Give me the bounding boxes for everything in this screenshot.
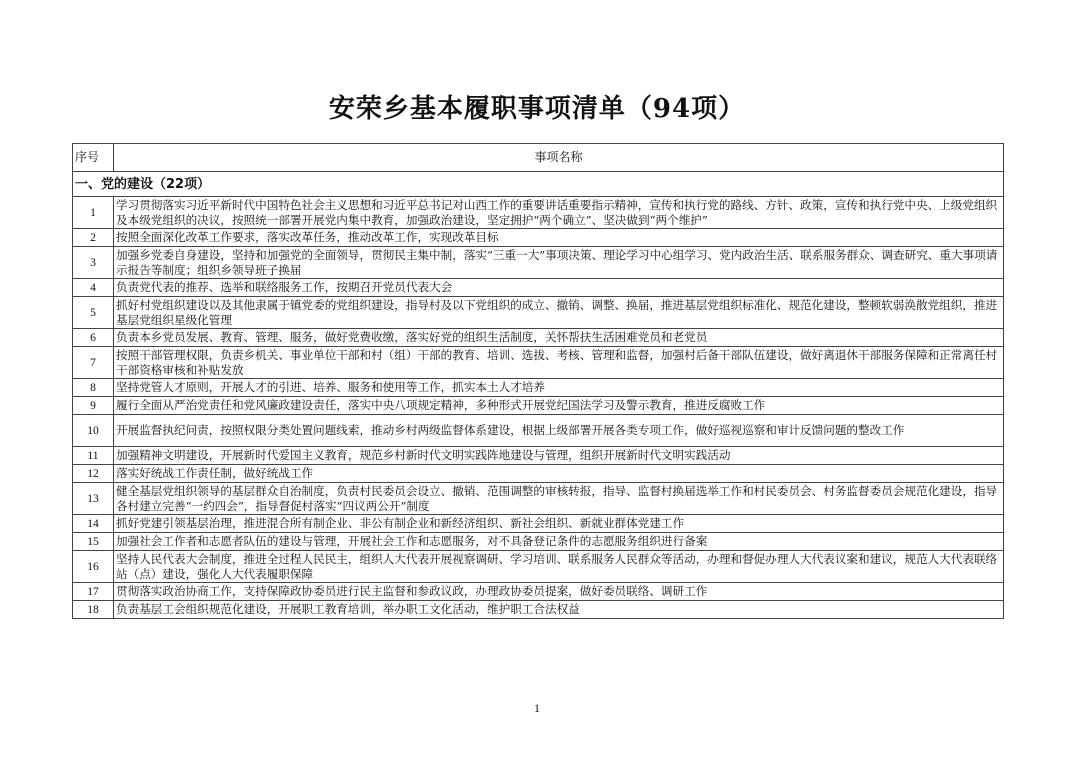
row-number: 2 [73, 229, 114, 247]
table-row [73, 533, 1004, 551]
row-number: 3 [73, 247, 114, 279]
table-row [73, 515, 1004, 533]
row-number: 1 [73, 197, 114, 229]
row-text: 加强乡党委自身建设，坚持和加强党的全面领导，贯彻民主集中制，落实“三重一大”事项决策、理论学习中心组学习、党内政治生活、联系服务群众、调查研究、重大事项请示报告等制度；组织乡领导班子换届 [114, 247, 1004, 279]
row-text: 按照干部管理权限，负责乡机关、事业单位干部和村（组）干部的教育、培训、选拔、考核、管理和监督，加强村后备干部队伍建设，做好离退休干部服务保障和正常离任村干部资格审核和补贴发放 [114, 347, 1004, 379]
duties-table [72, 143, 1004, 619]
table-row [73, 247, 1004, 279]
row-number: 16 [73, 551, 114, 583]
section-title: 一、党的建设（22项） [73, 172, 1004, 197]
row-number: 13 [73, 483, 114, 515]
row-text: 负责基层工会组织规范化建设，开展职工教育培训，举办职工文化活动，维护职工合法权益 [114, 601, 1004, 619]
row-text: 负责本乡党员发展、教育、管理、服务，做好党费收缴，落实好党的组织生活制度，关怀帮扶生活困难党员和老党员 [114, 329, 1004, 347]
row-number: 7 [73, 347, 114, 379]
table-row [73, 583, 1004, 601]
table-row [73, 397, 1004, 415]
section-row [73, 172, 1004, 197]
row-text: 负责党代表的推荐、选举和联络服务工作，按期召开党员代表大会 [114, 279, 1004, 297]
table-row [73, 415, 1004, 447]
row-number: 5 [73, 297, 114, 329]
row-number: 9 [73, 397, 114, 415]
row-text: 按照全面深化改革工作要求，落实改革任务，推动改革工作，实现改革目标 [114, 229, 1004, 247]
table-row [73, 297, 1004, 329]
row-number: 17 [73, 583, 114, 601]
row-text: 贯彻落实政治协商工作，支持保障政协委员进行民主监督和参政议政，办理政协委员提案，做好委员联络、调研工作 [114, 583, 1004, 601]
table-row [73, 279, 1004, 297]
row-number: 10 [73, 415, 114, 447]
row-number: 4 [73, 279, 114, 297]
page-number: 1 [534, 701, 540, 715]
row-number: 11 [73, 447, 114, 465]
table-row [73, 465, 1004, 483]
row-text: 开展监督执纪问责，按照权限分类处置问题线索，推动乡村两级监督体系建设，根据上级部署开展各类专项工作，做好巡视巡察和审计反馈问题的整改工作 [114, 415, 1004, 447]
row-text: 履行全面从严治党责任和党风廉政建设责任，落实中央八项规定精神，多种形式开展党纪国法学习及警示教育，推进反腐败工作 [114, 397, 1004, 415]
row-text: 抓好党建引领基层治理，推进混合所有制企业、非公有制企业和新经济组织、新社会组织、新就业群体党建工作 [114, 515, 1004, 533]
row-number: 12 [73, 465, 114, 483]
row-number: 15 [73, 533, 114, 551]
document-title: 安荣乡基本履职事项清单（94项） [328, 94, 746, 124]
table-row [73, 483, 1004, 515]
table-row [73, 447, 1004, 465]
row-text: 坚持人民代表大会制度，推进全过程人民民主，组织人大代表开展视察调研、学习培训、联系服务人民群众等活动，办理和督促办理人大代表议案和建议，规范人大代表联络站（点）建设，强化人大代表履职保障 [114, 551, 1004, 583]
table-header-row [73, 144, 1004, 172]
table-row [73, 329, 1004, 347]
row-text: 落实好统战工作责任制，做好统战工作 [114, 465, 1004, 483]
row-number: 6 [73, 329, 114, 347]
table-row [73, 197, 1004, 229]
table-row [73, 347, 1004, 379]
row-text: 坚持党管人才原则，开展人才的引进、培养、服务和使用等工作，抓实本土人才培养 [114, 379, 1004, 397]
row-number: 8 [73, 379, 114, 397]
table-row [73, 229, 1004, 247]
row-text: 加强精神文明建设，开展新时代爱国主义教育，规范乡村新时代文明实践阵地建设与管理，组织开展新时代文明实践活动 [114, 447, 1004, 465]
row-number: 14 [73, 515, 114, 533]
row-text: 加强社会工作者和志愿者队伍的建设与管理，开展社会工作和志愿服务，对不具备登记条件的志愿服务组织进行备案 [114, 533, 1004, 551]
table-row [73, 551, 1004, 583]
row-text: 健全基层党组织领导的基层群众自治制度，负责村民委员会设立、撤销、范围调整的审核转报，指导、监督村换届选举工作和村民委员会、村务监督委员会规范化建设，指导各村建立完善“一约四会”，指导督促村落实“四议两公开”制度 [114, 483, 1004, 515]
table-row [73, 601, 1004, 619]
row-text: 抓好村党组织建设以及其他隶属于镇党委的党组织建设，指导村及以下党组织的成立、撤销、调整、换届，推进基层党组织标准化、规范化建设，整顿软弱涣散党组织，推进基层党组织星级化管理 [114, 297, 1004, 329]
row-text: 学习贯彻落实习近平新时代中国特色社会主义思想和习近平总书记对山西工作的重要讲话重要指示精神，宣传和执行党的路线、方针、政策，宣传和执行党中央、上级党组织及本级党组织的决议，按照统一部署开展党内集中教育，加强政治建设，坚定拥护“两个确立”、坚决做到“两个维护” [114, 197, 1004, 229]
table-row [73, 379, 1004, 397]
column-header-index: 序号 [73, 144, 114, 172]
row-number: 18 [73, 601, 114, 619]
column-header-name: 事项名称 [114, 144, 1004, 172]
